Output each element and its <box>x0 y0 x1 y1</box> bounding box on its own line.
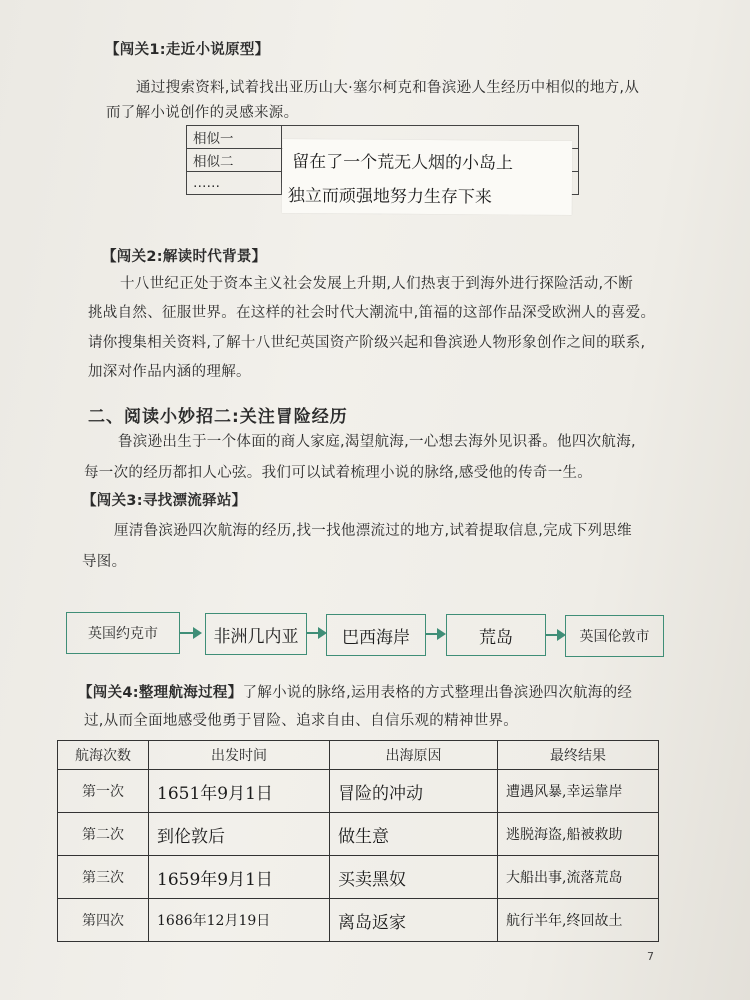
section2-text-line: 鲁滨逊出生于一个体面的商人家庭,渴望航海,一心想去海外见识番。他四次航海, <box>118 434 636 450</box>
section-heading: 二、阅读小妙招二:关注冒险经历 <box>88 407 348 427</box>
section2-text-line: 每一次的经历都扣人心弦。我们可以试着梳理小说的脉络,感受他的传奇一生。 <box>84 465 593 481</box>
column-header: 出发时间 <box>149 741 330 770</box>
departure-time: 到伦敦后 <box>149 813 330 856</box>
flow-arrow <box>426 633 444 635</box>
table-row <box>58 899 659 942</box>
column-header: 航海次数 <box>58 741 149 770</box>
level2-text-line: 加深对作品内涵的理解。 <box>88 364 251 380</box>
level2-text-line: 十八世纪正处于资本主义社会发展上升期,人们热衷于到海外进行探险活动,不断 <box>120 276 634 292</box>
level1-text-line1: 通过搜索资料,试着找出亚历山大·塞尔柯克和鲁滨逊人生经历中相似的地方,从 <box>136 80 640 96</box>
column-header: 最终结果 <box>498 741 659 770</box>
voyage-result: 大船出事,流落荒岛 <box>498 856 659 899</box>
voyage-number: 第三次 <box>58 856 149 899</box>
level1-title: 【闯关1:走近小说原型】 <box>105 42 270 58</box>
level3-text-line: 厘清鲁滨逊四次航海的经历,找一找他漂流过的地方,试着提取信息,完成下列思维 <box>114 523 632 539</box>
flow-node <box>326 614 426 656</box>
flow-node-handwritten: 荒岛 <box>479 627 513 648</box>
flow-node-handwritten: 巴西海岸 <box>342 627 410 648</box>
level3-title: 【闯关3:寻找漂流驿站】 <box>82 493 247 509</box>
level4-text-line1 <box>78 683 632 703</box>
level4-title: 【闯关4:整理航海过程】 <box>78 685 243 701</box>
voyage-table <box>57 740 659 942</box>
table-row <box>58 813 659 856</box>
similarity-label: …… <box>187 172 282 195</box>
departure-time: 1651年9月1日 <box>149 770 330 813</box>
similarity-label: 相似一 <box>187 126 282 149</box>
flow-arrow <box>307 632 325 634</box>
flow-node <box>205 613 307 655</box>
level4-text-line2: 过,从而全面地感受他勇于冒险、追求自由、自信乐观的精神世界。 <box>84 713 519 729</box>
column-header: 出海原因 <box>330 741 498 770</box>
page-number: 7 <box>647 950 654 963</box>
answer-sticker <box>282 139 573 215</box>
voyage-result: 遭遇风暴,幸运靠岸 <box>498 770 659 813</box>
similarity-answer: 留在了一个荒无人烟的小岛上 <box>292 152 514 174</box>
flow-arrow <box>180 632 200 634</box>
level2-text-line: 挑战自然、征服世界。在这样的社会时代大潮流中,笛福的这部作品深受欧洲人的喜爱。 <box>88 305 656 321</box>
similarity-label: 相似二 <box>187 149 282 172</box>
voyage-number: 第一次 <box>58 770 149 813</box>
voyage-reason: 做生意 <box>330 813 498 856</box>
level3-text-line: 导图。 <box>82 554 127 570</box>
level2-text-line: 请你搜集相关资料,了解十八世纪英国资产阶级兴起和鲁滨逊人物形象创作之间的联系, <box>88 335 646 351</box>
flow-node: 英国约克市 <box>66 612 180 654</box>
table-row <box>58 856 659 899</box>
voyage-result: 逃脱海盗,船被救助 <box>498 813 659 856</box>
level4-intro: 了解小说的脉络,运用表格的方式整理出鲁滨逊四次航海的经 <box>242 685 633 701</box>
voyage-reason: 离岛返家 <box>330 899 498 942</box>
level1-text-line2: 而了解小说创作的灵感来源。 <box>106 105 299 121</box>
level2-title: 【闯关2:解读时代背景】 <box>102 249 267 265</box>
departure-time: 1659年9月1日 <box>149 856 330 899</box>
table-row <box>58 770 659 813</box>
flow-node <box>446 614 546 656</box>
departure-time: 1686年12月19日 <box>149 899 330 942</box>
voyage-reason: 买卖黑奴 <box>330 856 498 899</box>
voyage-reason: 冒险的冲动 <box>330 770 498 813</box>
flow-arrow <box>546 634 564 636</box>
flow-node: 英国伦敦市 <box>565 615 664 657</box>
similarity-answer: 独立而顽强地努力生存下来 <box>287 186 492 208</box>
voyage-result: 航行半年,终回故土 <box>498 899 659 942</box>
voyage-number: 第四次 <box>58 899 149 942</box>
voyage-number: 第二次 <box>58 813 149 856</box>
flow-node-handwritten: 非洲几内亚 <box>213 626 299 647</box>
